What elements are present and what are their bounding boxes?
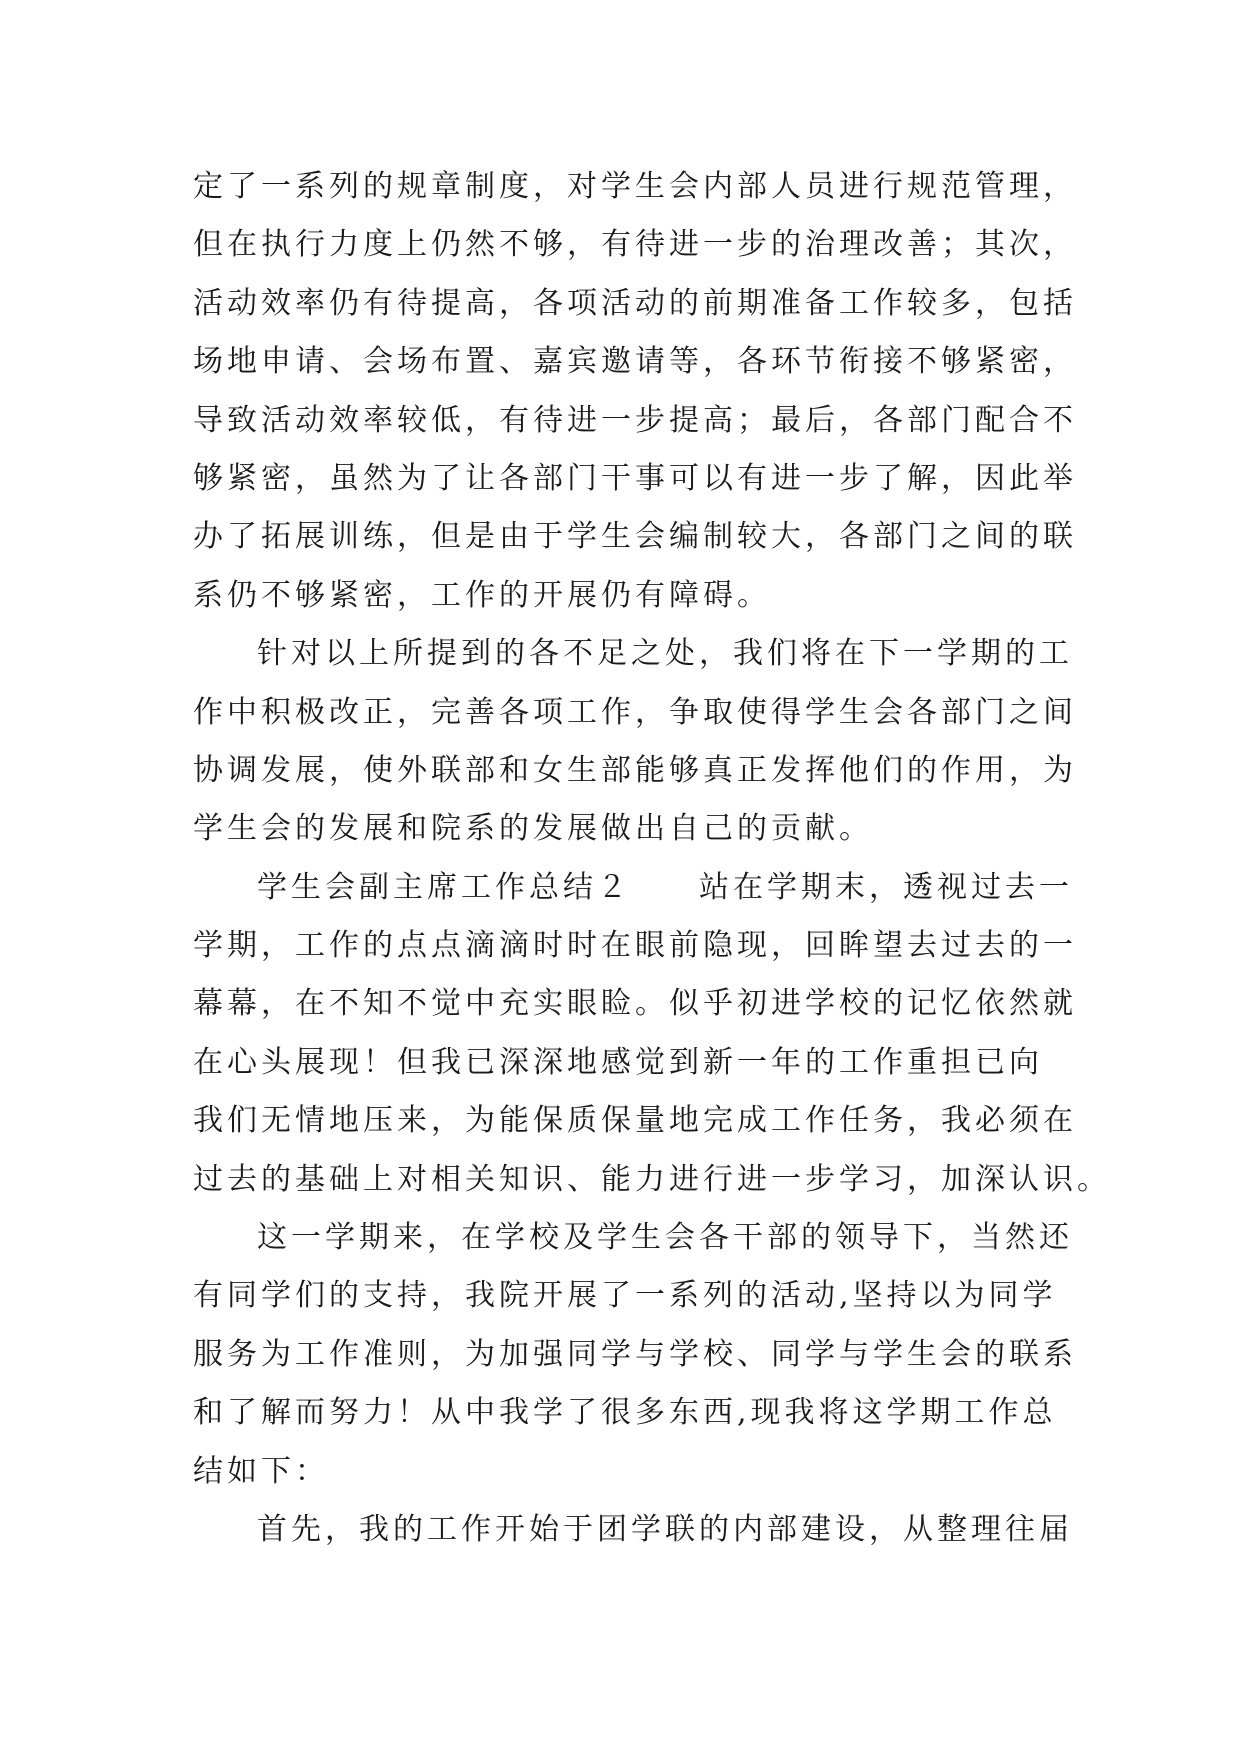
- text-line: 协调发展，使外联部和女生部能够真正发挥他们的作用，为: [193, 752, 1077, 788]
- document-body: [193, 158, 1111, 1559]
- text-line: 在心头展现！但我已深深地感觉到新一年的工作重担已向: [193, 1044, 1043, 1080]
- text-line: 但在执行力度上仍然不够，有待进一步的治理改善；其次，: [193, 227, 1077, 263]
- paragraph-start-line: 这一学期来，在学校及学生会各干部的领导下，当然还: [257, 1220, 1073, 1256]
- text-line: 学生会的发展和院系的发展做出自己的贡献。: [193, 811, 873, 847]
- text-line: 幕幕，在不知不觉中充实眼睑。似乎初进学校的记忆依然就: [193, 986, 1077, 1022]
- text-line: 办了拓展训练，但是由于学生会编制较大，各部门之间的联: [193, 519, 1077, 555]
- text-line: 场地申请、会场布置、嘉宾邀请等，各环节衔接不够紧密，: [193, 344, 1077, 380]
- text-line: 够紧密，虽然为了让各部门干事可以有进一步了解，因此举: [193, 460, 1077, 496]
- text-line: 过去的基础上对相关知识、能力进行进一步学习，加深认识。: [193, 1161, 1111, 1197]
- text-line: 有同学们的支持，我院开展了一系列的活动,坚持以为同学: [193, 1278, 1057, 1314]
- text-line: 服务为工作准则，为加强同学与学校、同学与学生会的联系: [193, 1336, 1077, 1372]
- paragraph-start-line: 学生会副主席工作总结２ 站在学期末，透视过去一: [257, 869, 1073, 905]
- text-line: 结如下：: [193, 1453, 329, 1489]
- paragraph-start-line: 首先，我的工作开始于团学联的内部建设，从整理往届: [257, 1511, 1073, 1547]
- text-line: 导致活动效率较低，有待进一步提高；最后，各部门配合不: [193, 402, 1077, 438]
- paragraph-start-line: 针对以上所提到的各不足之处，我们将在下一学期的工: [257, 636, 1073, 672]
- text-line: 活动效率仍有待提高，各项活动的前期准备工作较多，包括: [193, 285, 1077, 321]
- text-line: 作中积极改正，完善各项工作，争取使得学生会各部门之间: [193, 694, 1077, 730]
- text-line: 和了解而努力！从中我学了很多东西,现我将这学期工作总: [193, 1395, 1057, 1431]
- text-line: 定了一系列的规章制度，对学生会内部人员进行规范管理，: [193, 169, 1077, 204]
- text-line: 我们无情地压来，为能保质保量地完成工作任务，我必须在: [193, 1103, 1077, 1139]
- text-line: 系仍不够紧密，工作的开展仍有障碍。: [193, 577, 771, 613]
- text-line: 学期，工作的点点滴滴时时在眼前隐现，回眸望去过去的一: [193, 928, 1077, 964]
